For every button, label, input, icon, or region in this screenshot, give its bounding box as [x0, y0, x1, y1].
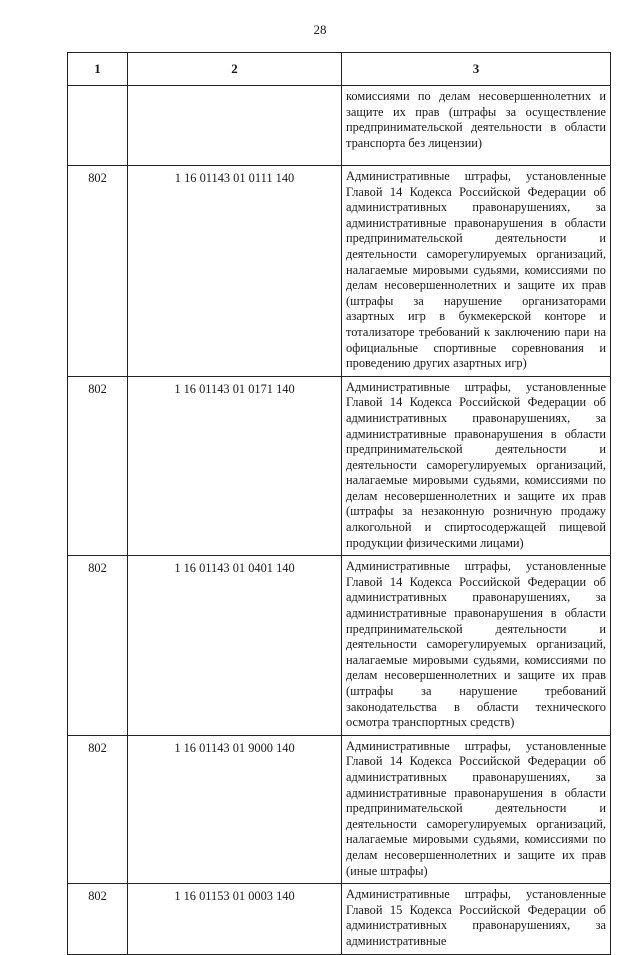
page-number: 28 — [313, 22, 327, 37]
budget-code-cell: 1 16 01143 01 0171 140 — [128, 376, 342, 556]
admin-code-cell — [68, 86, 128, 166]
description-cell: Административные штрафы, установленные Главой 14 Кодекса Российской Федерации об административных правонарушениях, за административные правонарушения в области предпринимательской деятельности и деятельности саморегулируемых организаций, налагаемые мировыми судьями, комиссиями по делам несовершеннолетних и защите их прав (штрафы за нарушение организаторами азартных игр в букмекерской конторе и тотализаторе требований к заключению пари на официальные спортивные соревнования и проведению других азартных игр) — [342, 166, 611, 377]
table-row — [68, 376, 611, 556]
budget-code-cell — [128, 86, 342, 166]
description-cell: комиссиями по делам несовершеннолетних и защите их прав (штрафы за осуществление предпринимательской деятельности в области транспорта без лицензии) — [342, 86, 611, 166]
table-row — [68, 884, 611, 954]
column-header-1: 1 — [68, 53, 128, 86]
description-cell: Административные штрафы, установленные Главой 14 Кодекса Российской Федерации об административных правонарушениях, за административные правонарушения в области предпринимательской деятельности и деятельности саморегулируемых организаций, налагаемые мировыми судьями, комиссиями по делам несовершеннолетних и защите их прав (штрафы за незаконную розничную продажу алкогольной и спиртосодержащей пищевой продукции физическими лицами) — [342, 376, 611, 556]
table-row — [68, 556, 611, 736]
table-row — [68, 735, 611, 883]
budget-code-cell: 1 16 01143 01 9000 140 — [128, 735, 342, 883]
budget-code-cell: 1 16 01143 01 0111 140 — [128, 166, 342, 377]
table-row — [68, 86, 611, 166]
table-row — [68, 166, 611, 377]
budget-code-cell: 1 16 01153 01 0003 140 — [128, 884, 342, 954]
admin-code-cell: 802 — [68, 166, 128, 377]
table-header-row — [68, 53, 611, 86]
description-cell: Административные штрафы, установленные Главой 14 Кодекса Российской Федерации об административных правонарушениях, за административные правонарушения в области предпринимательской деятельности и деятельности саморегулируемых организаций, налагаемые мировыми судьями, комиссиями по делам несовершеннолетних и защите их прав (иные штрафы) — [342, 735, 611, 883]
column-header-2: 2 — [128, 53, 342, 86]
admin-code-cell: 802 — [68, 735, 128, 883]
column-header-3: 3 — [342, 53, 611, 86]
budget-code-cell: 1 16 01143 01 0401 140 — [128, 556, 342, 736]
admin-code-cell: 802 — [68, 884, 128, 954]
budget-classification-table — [67, 52, 611, 955]
admin-code-cell: 802 — [68, 556, 128, 736]
admin-code-cell: 802 — [68, 376, 128, 556]
description-cell: Административные штрафы, установленные Главой 14 Кодекса Российской Федерации об административных правонарушениях, за административные правонарушения в области предпринимательской деятельности и деятельности саморегулируемых организаций, налагаемые мировыми судьями, комиссиями по делам несовершеннолетних и защите их прав (штрафы за нарушение требований законодательства в области технического осмотра транспортных средств) — [342, 556, 611, 736]
description-cell: Административные штрафы, установленные Главой 15 Кодекса Российской Федерации об административных правонарушениях, за административные — [342, 884, 611, 954]
